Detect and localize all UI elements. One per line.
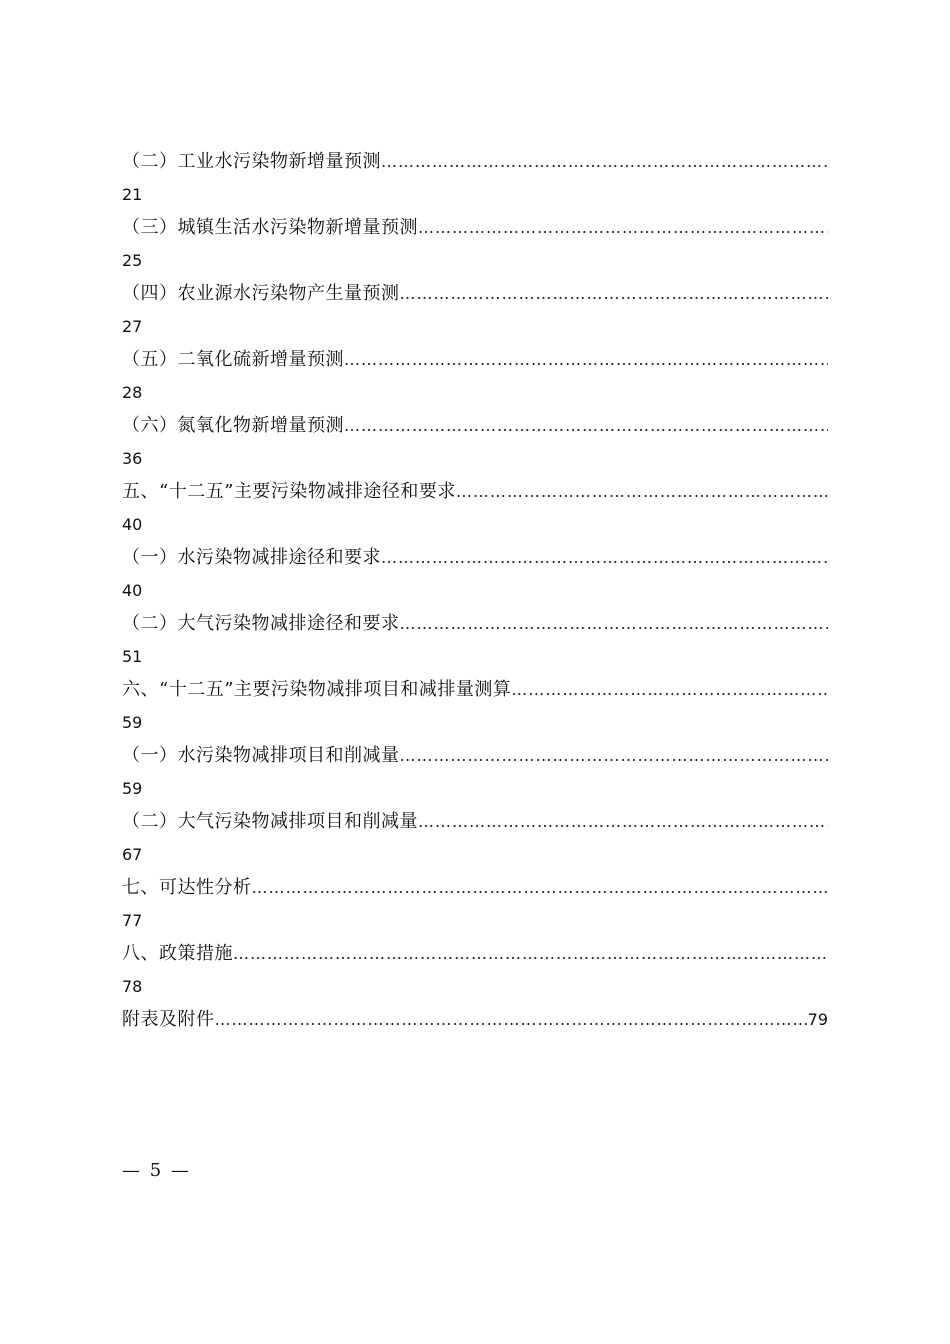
dot-leader [511, 673, 828, 706]
toc-entry-last [122, 1003, 828, 1036]
dot-leader [381, 145, 828, 178]
toc-entry-title: （三）城镇生活水污染物新增量预测 [122, 217, 418, 238]
toc-entry-title: （一）水污染物减排项目和削减量 [122, 745, 400, 766]
dot-leader [344, 409, 828, 442]
toc-entry-title: 七、可达性分析 [122, 877, 252, 898]
toc-entry [122, 343, 828, 409]
dot-leader [400, 607, 829, 640]
toc-entry-title: （四）农业源水污染物产生量预测 [122, 283, 400, 304]
toc-entry [122, 211, 828, 277]
toc-entry [122, 937, 828, 1003]
toc-entry-page: 21 [122, 185, 143, 204]
toc-entry-page: 27 [122, 317, 143, 336]
toc-entry [122, 277, 828, 343]
dot-leader [252, 871, 829, 904]
page-number-footer: — 5 — [122, 1160, 191, 1181]
toc-entry-page: 59 [122, 713, 143, 732]
toc-entry-page: 78 [122, 977, 143, 996]
toc-entry-title: 八、政策措施 [122, 943, 233, 964]
dot-leader [381, 541, 828, 574]
toc-entry [122, 607, 828, 673]
toc-entry-title: 六、“十二五”主要污染物减排项目和减排量测算 [122, 679, 512, 700]
toc-entry [122, 145, 828, 211]
toc-entry [122, 805, 828, 871]
dot-leader [215, 1003, 808, 1036]
toc-entry [122, 409, 828, 475]
toc-entry-page: 36 [122, 449, 143, 468]
dot-leader [400, 739, 829, 772]
table-of-contents [122, 145, 828, 1036]
toc-entry [122, 739, 828, 805]
dot-leader [418, 211, 828, 244]
toc-entry-title: （二）大气污染物减排项目和削减量 [122, 811, 418, 832]
toc-entry-page: 28 [122, 383, 143, 402]
toc-entry-title: （二）大气污染物减排途径和要求 [122, 613, 400, 634]
dot-leader [456, 475, 828, 508]
toc-entry-page: 51 [122, 647, 143, 666]
dot-leader [418, 805, 828, 838]
dot-leader [400, 277, 829, 310]
toc-entry-page: 59 [122, 779, 143, 798]
toc-entry-title: （五）二氧化硫新增量预测 [122, 349, 344, 370]
toc-entry-title: 五、“十二五”主要污染物减排途径和要求 [122, 481, 456, 502]
toc-entry-page: 40 [122, 515, 143, 534]
toc-entry [122, 541, 828, 607]
toc-entry-page: 77 [122, 911, 143, 930]
toc-entry-page: 67 [122, 845, 143, 864]
dot-leader [344, 343, 828, 376]
toc-entry-title: 附表及附件 [122, 1009, 215, 1030]
toc-entry [122, 475, 828, 541]
toc-entry [122, 673, 828, 739]
toc-entry-title: （一）水污染物减排途径和要求 [122, 547, 381, 568]
toc-entry-page: 40 [122, 581, 143, 600]
toc-entry-page: 25 [122, 251, 143, 270]
toc-entry-title: （二）工业水污染物新增量预测 [122, 151, 381, 172]
toc-entry [122, 871, 828, 937]
toc-entry-title: （六）氮氧化物新增量预测 [122, 415, 344, 436]
toc-entry-page: 79 [807, 1010, 828, 1029]
dot-leader [233, 937, 828, 970]
